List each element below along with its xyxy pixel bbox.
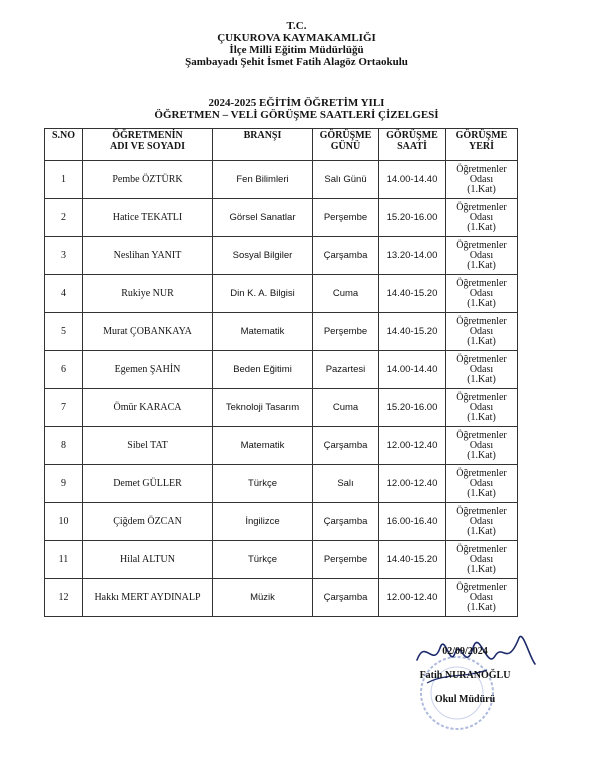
header-teacher-name: ÖĞRETMENİN ADI VE SOYADI <box>83 129 213 161</box>
cell-sno: 4 <box>45 275 83 313</box>
cell-teacher-name: Sibel TAT <box>83 427 213 465</box>
signature-date: 02/09/2024 <box>442 646 488 657</box>
cell-meeting-place <box>446 199 518 237</box>
cell-meeting-day: Pazartesi <box>313 351 379 389</box>
cell-meeting-time: 12.00-12.40 <box>379 427 446 465</box>
cell-meeting-place <box>446 161 518 199</box>
cell-meeting-time: 14.40-15.20 <box>379 541 446 579</box>
cell-teacher-name: Murat ÇOBANKAYA <box>83 313 213 351</box>
signature-block <box>395 598 555 738</box>
meeting-place-line: (1.Kat) <box>467 411 496 423</box>
table-row <box>45 237 518 275</box>
table-row <box>45 313 518 351</box>
cell-meeting-day: Çarşamba <box>313 237 379 275</box>
meeting-place-line: Odası <box>469 591 494 603</box>
meeting-place-line: (1.Kat) <box>467 335 496 347</box>
cell-branch: Müzik <box>213 579 313 617</box>
header-line-kaymakamlik: ÇUKUROVA KAYMAKAMLIĞI <box>217 32 376 44</box>
meeting-place-line: (1.Kat) <box>467 221 496 233</box>
title-line-schedule: ÖĞRETMEN – VELİ GÖRÜŞME SAATLERİ ÇİZELGESİ <box>154 109 439 121</box>
cell-meeting-day: Perşembe <box>313 541 379 579</box>
meeting-place-line: (1.Kat) <box>467 373 496 385</box>
cell-meeting-day: Salı Günü <box>313 161 379 199</box>
cell-branch: Sosyal Bilgiler <box>213 237 313 275</box>
cell-meeting-day: Salı <box>313 465 379 503</box>
title-line-year: 2024-2025 EĞİTİM ÖĞRETİM YILI <box>208 97 385 109</box>
table-row <box>45 503 518 541</box>
header-meeting-time: GÖRÜŞME SAATİ <box>379 129 446 161</box>
cell-meeting-day: Perşembe <box>313 313 379 351</box>
cell-teacher-name: Çiğdem ÖZCAN <box>83 503 213 541</box>
cell-meeting-day: Cuma <box>313 389 379 427</box>
table-header-row <box>45 129 518 161</box>
meeting-place-line: (1.Kat) <box>467 487 496 499</box>
table-row <box>45 161 518 199</box>
cell-meeting-time: 14.40-15.20 <box>379 275 446 313</box>
meeting-place-line: Öğretmenler <box>456 543 507 555</box>
cell-sno: 12 <box>45 579 83 617</box>
cell-meeting-place <box>446 351 518 389</box>
cell-meeting-day: Cuma <box>313 275 379 313</box>
meeting-place-line: (1.Kat) <box>467 183 496 195</box>
table-row <box>45 541 518 579</box>
meeting-place-line: Öğretmenler <box>456 391 507 403</box>
cell-branch: Din K. A. Bilgisi <box>213 275 313 313</box>
cell-meeting-time: 15.20-16.00 <box>379 199 446 237</box>
meeting-place-line: (1.Kat) <box>467 601 496 613</box>
cell-teacher-name: Egemen ŞAHİN <box>83 351 213 389</box>
table-row <box>45 427 518 465</box>
cell-teacher-name: Pembe ÖZTÜRK <box>83 161 213 199</box>
cell-sno: 1 <box>45 161 83 199</box>
meeting-place-line: Odası <box>469 173 494 185</box>
meeting-place-line: (1.Kat) <box>467 449 496 461</box>
cell-branch: Beden Eğitimi <box>213 351 313 389</box>
meeting-place-line: (1.Kat) <box>467 297 496 309</box>
cell-branch: Matematik <box>213 427 313 465</box>
signature-role: Okul Müdürü <box>434 694 496 705</box>
cell-meeting-place <box>446 275 518 313</box>
meeting-place-line: Odası <box>469 325 494 337</box>
cell-meeting-day: Çarşamba <box>313 579 379 617</box>
meeting-place-line: Öğretmenler <box>456 315 507 327</box>
meeting-place-line: Odası <box>469 553 494 565</box>
header-line-tc: T.C. <box>286 20 307 32</box>
cell-sno: 6 <box>45 351 83 389</box>
cell-meeting-time: 12.00-12.40 <box>379 465 446 503</box>
header-line-mudurluk: İlçe Milli Eğitim Müdürlüğü <box>229 44 364 56</box>
cell-teacher-name: Ömür KARACA <box>83 389 213 427</box>
meeting-place-line: Odası <box>469 401 494 413</box>
cell-branch: Teknoloji Tasarım <box>213 389 313 427</box>
meeting-place-line: Öğretmenler <box>456 163 507 175</box>
table-row <box>45 389 518 427</box>
header-branch: BRANŞI <box>213 129 313 161</box>
table-body <box>45 161 518 617</box>
meeting-place-line: Öğretmenler <box>456 429 507 441</box>
signature-name: Fatih NURANOĞLU <box>419 670 511 681</box>
cell-meeting-day: Perşembe <box>313 199 379 237</box>
table-row <box>45 275 518 313</box>
cell-branch: İngilizce <box>213 503 313 541</box>
cell-meeting-day: Çarşamba <box>313 503 379 541</box>
meeting-place-line: Odası <box>469 211 494 223</box>
cell-meeting-place <box>446 427 518 465</box>
cell-meeting-place <box>446 503 518 541</box>
cell-meeting-place <box>446 389 518 427</box>
cell-sno: 10 <box>45 503 83 541</box>
cell-meeting-time: 14.40-15.20 <box>379 313 446 351</box>
cell-meeting-time: 14.00-14.40 <box>379 351 446 389</box>
header-sno: S.NO <box>45 129 83 161</box>
handwritten-signature <box>395 598 555 738</box>
cell-meeting-time: 14.00-14.40 <box>379 161 446 199</box>
table-row <box>45 199 518 237</box>
meeting-place-line: Odası <box>469 515 494 527</box>
cell-teacher-name: Hatice TEKATLI <box>83 199 213 237</box>
cell-sno: 2 <box>45 199 83 237</box>
cell-meeting-time: 16.00-16.40 <box>379 503 446 541</box>
cell-branch: Matematik <box>213 313 313 351</box>
cell-teacher-name: Hakkı MERT AYDINALP <box>83 579 213 617</box>
cell-teacher-name: Rukiye NUR <box>83 275 213 313</box>
cell-sno: 9 <box>45 465 83 503</box>
cell-meeting-place <box>446 313 518 351</box>
meeting-place-line: Öğretmenler <box>456 201 507 213</box>
meeting-place-line: Öğretmenler <box>456 505 507 517</box>
cell-meeting-day: Çarşamba <box>313 427 379 465</box>
meeting-place-line: Öğretmenler <box>456 239 507 251</box>
meeting-place-line: (1.Kat) <box>467 563 496 575</box>
meeting-place-line: (1.Kat) <box>467 259 496 271</box>
cell-sno: 3 <box>45 237 83 275</box>
header-line-school: Şambayadı Şehit İsmet Fatih Alagöz Ortaokulu <box>185 56 408 68</box>
cell-meeting-place <box>446 465 518 503</box>
meeting-place-line: Odası <box>469 249 494 261</box>
cell-meeting-time: 13.20-14.00 <box>379 237 446 275</box>
meeting-place-line: Odası <box>469 363 494 375</box>
document-header <box>0 20 593 68</box>
meeting-schedule-table <box>44 128 518 617</box>
meeting-place-line: Odası <box>469 477 494 489</box>
cell-sno: 8 <box>45 427 83 465</box>
cell-teacher-name: Neslihan YANIT <box>83 237 213 275</box>
table-row <box>45 465 518 503</box>
meeting-place-line: Öğretmenler <box>456 467 507 479</box>
meeting-place-line: Odası <box>469 439 494 451</box>
cell-meeting-time: 12.00-12.40 <box>379 579 446 617</box>
cell-branch: Türkçe <box>213 541 313 579</box>
cell-meeting-time: 15.20-16.00 <box>379 389 446 427</box>
cell-meeting-place <box>446 541 518 579</box>
document-title <box>0 97 593 121</box>
header-meeting-day: GÖRÜŞME GÜNÜ <box>313 129 379 161</box>
table-row <box>45 351 518 389</box>
cell-branch: Görsel Sanatlar <box>213 199 313 237</box>
meeting-place-line: (1.Kat) <box>467 525 496 537</box>
cell-sno: 11 <box>45 541 83 579</box>
cell-sno: 7 <box>45 389 83 427</box>
cell-teacher-name: Demet GÜLLER <box>83 465 213 503</box>
meeting-place-line: Öğretmenler <box>456 277 507 289</box>
meeting-place-line: Odası <box>469 287 494 299</box>
meeting-place-line: Öğretmenler <box>456 581 507 593</box>
cell-teacher-name: Hilal ALTUN <box>83 541 213 579</box>
cell-branch: Fen Bilimleri <box>213 161 313 199</box>
cell-meeting-place <box>446 237 518 275</box>
header-meeting-place: GÖRÜŞME YERİ <box>446 129 518 161</box>
cell-sno: 5 <box>45 313 83 351</box>
cell-branch: Türkçe <box>213 465 313 503</box>
meeting-place-line: Öğretmenler <box>456 353 507 365</box>
